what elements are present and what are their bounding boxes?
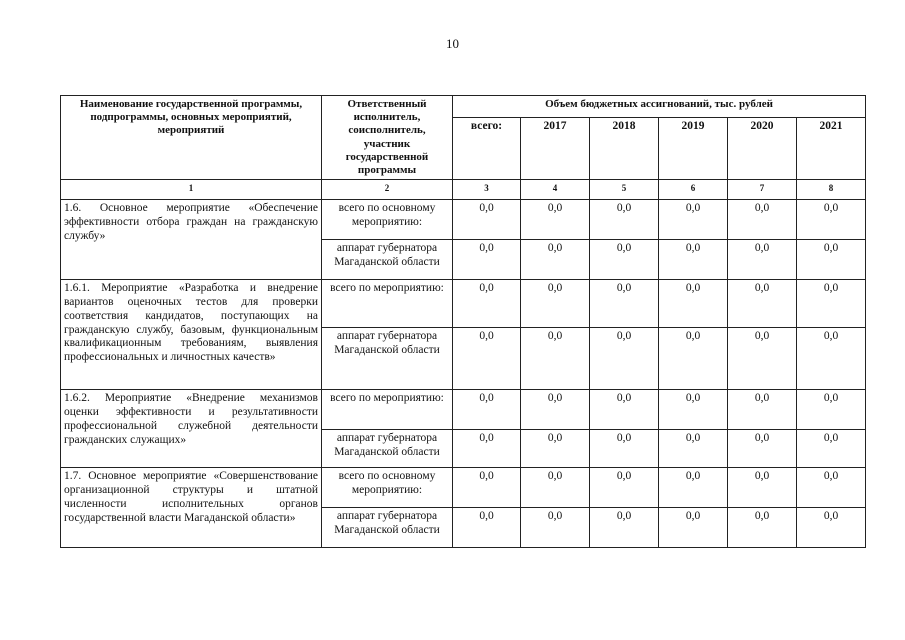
value-year-cell: 0,0 bbox=[590, 430, 659, 468]
value-year-cell: 0,0 bbox=[590, 280, 659, 328]
value-year-cell: 0,0 bbox=[521, 390, 590, 430]
column-number: 8 bbox=[797, 180, 866, 200]
column-number-row bbox=[61, 180, 866, 200]
header-volume: Объем бюджетных ассигнований, тыс. рублей bbox=[453, 96, 866, 118]
column-number: 1 bbox=[61, 180, 322, 200]
value-year-cell: 0,0 bbox=[797, 390, 866, 430]
value-total-cell: 0,0 bbox=[453, 430, 521, 468]
value-year-cell: 0,0 bbox=[797, 508, 866, 548]
value-year-cell: 0,0 bbox=[590, 508, 659, 548]
value-year-cell: 0,0 bbox=[521, 328, 590, 390]
value-year-cell: 0,0 bbox=[521, 200, 590, 240]
value-total-cell: 0,0 bbox=[453, 468, 521, 508]
value-year-cell: 0,0 bbox=[521, 508, 590, 548]
header-responsible: Ответственный исполнитель, соисполнитель, участник государственной программы bbox=[322, 96, 453, 180]
table-row bbox=[61, 390, 866, 430]
value-year-cell: 0,0 bbox=[728, 390, 797, 430]
value-year-cell: 0,0 bbox=[521, 280, 590, 328]
value-year-cell: 0,0 bbox=[659, 280, 728, 328]
value-year-cell: 0,0 bbox=[797, 200, 866, 240]
column-number: 3 bbox=[453, 180, 521, 200]
value-year-cell: 0,0 bbox=[521, 430, 590, 468]
executor-cell: всего по мероприятию: bbox=[322, 390, 453, 430]
value-year-cell: 0,0 bbox=[728, 430, 797, 468]
value-total-cell: 0,0 bbox=[453, 240, 521, 280]
value-total-cell: 0,0 bbox=[453, 280, 521, 328]
header-year: 2018 bbox=[590, 118, 659, 180]
executor-cell: аппарат губернатора Магаданской области bbox=[322, 240, 453, 280]
value-year-cell: 0,0 bbox=[797, 328, 866, 390]
value-year-cell: 0,0 bbox=[728, 508, 797, 548]
page-number: 10 bbox=[446, 36, 459, 51]
header-year: 2019 bbox=[659, 118, 728, 180]
value-total-cell: 0,0 bbox=[453, 200, 521, 240]
table-body bbox=[61, 180, 866, 548]
value-year-cell: 0,0 bbox=[797, 468, 866, 508]
value-year-cell: 0,0 bbox=[728, 200, 797, 240]
value-year-cell: 0,0 bbox=[659, 468, 728, 508]
column-number: 2 bbox=[322, 180, 453, 200]
value-year-cell: 0,0 bbox=[797, 240, 866, 280]
executor-cell: всего по основному мероприятию: bbox=[322, 468, 453, 508]
value-year-cell: 0,0 bbox=[521, 240, 590, 280]
executor-cell: всего по основному мероприятию: bbox=[322, 200, 453, 240]
value-year-cell: 0,0 bbox=[797, 280, 866, 328]
table-row bbox=[61, 280, 866, 328]
column-number: 4 bbox=[521, 180, 590, 200]
value-total-cell: 0,0 bbox=[453, 508, 521, 548]
table-row bbox=[61, 200, 866, 240]
value-year-cell: 0,0 bbox=[797, 430, 866, 468]
column-number: 5 bbox=[590, 180, 659, 200]
measure-name: 1.6.1. Мероприятие «Разработка и внедрение вариантов оценочных тестов для проверки соответствия кандидатов, поступающих на гражданскую службу, базовым, функциональным квалификационным требованиям, выявления профессиональных и личностных качеств» bbox=[61, 280, 322, 390]
value-year-cell: 0,0 bbox=[659, 390, 728, 430]
value-year-cell: 0,0 bbox=[728, 468, 797, 508]
value-year-cell: 0,0 bbox=[659, 328, 728, 390]
header-year: 2017 bbox=[521, 118, 590, 180]
value-year-cell: 0,0 bbox=[590, 328, 659, 390]
value-total-cell: 0,0 bbox=[453, 328, 521, 390]
value-year-cell: 0,0 bbox=[659, 508, 728, 548]
budget-table bbox=[60, 95, 866, 548]
measure-name: 1.7. Основное мероприятие «Совершенствование организационной структуры и штатной численности исполнительных органов государственной власти Магаданской области» bbox=[61, 468, 322, 548]
value-year-cell: 0,0 bbox=[728, 280, 797, 328]
header-total: всего: bbox=[453, 118, 521, 180]
value-year-cell: 0,0 bbox=[590, 390, 659, 430]
executor-cell: всего по мероприятию: bbox=[322, 280, 453, 328]
header-year: 2021 bbox=[797, 118, 866, 180]
executor-cell: аппарат губернатора Магаданской области bbox=[322, 508, 453, 548]
executor-cell: аппарат губернатора Магаданской области bbox=[322, 328, 453, 390]
value-year-cell: 0,0 bbox=[659, 430, 728, 468]
column-number: 7 bbox=[728, 180, 797, 200]
value-year-cell: 0,0 bbox=[521, 468, 590, 508]
measure-name: 1.6.2. Мероприятие «Внедрение механизмов оценки эффективности и результативности профессиональной служебной деятельности гражданских служащих» bbox=[61, 390, 322, 468]
column-number: 6 bbox=[659, 180, 728, 200]
value-year-cell: 0,0 bbox=[659, 240, 728, 280]
value-year-cell: 0,0 bbox=[590, 200, 659, 240]
value-total-cell: 0,0 bbox=[453, 390, 521, 430]
value-year-cell: 0,0 bbox=[728, 240, 797, 280]
value-year-cell: 0,0 bbox=[590, 240, 659, 280]
header-year: 2020 bbox=[728, 118, 797, 180]
header-name: Наименование государственной программы, подпрограммы, основных мероприятий, мероприятий bbox=[61, 96, 322, 180]
value-year-cell: 0,0 bbox=[659, 200, 728, 240]
executor-cell: аппарат губернатора Магаданской области bbox=[322, 430, 453, 468]
table-row bbox=[61, 468, 866, 508]
value-year-cell: 0,0 bbox=[590, 468, 659, 508]
value-year-cell: 0,0 bbox=[728, 328, 797, 390]
measure-name: 1.6. Основное мероприятие «Обеспечение эффективности отбора граждан на гражданскую службу» bbox=[61, 200, 322, 280]
